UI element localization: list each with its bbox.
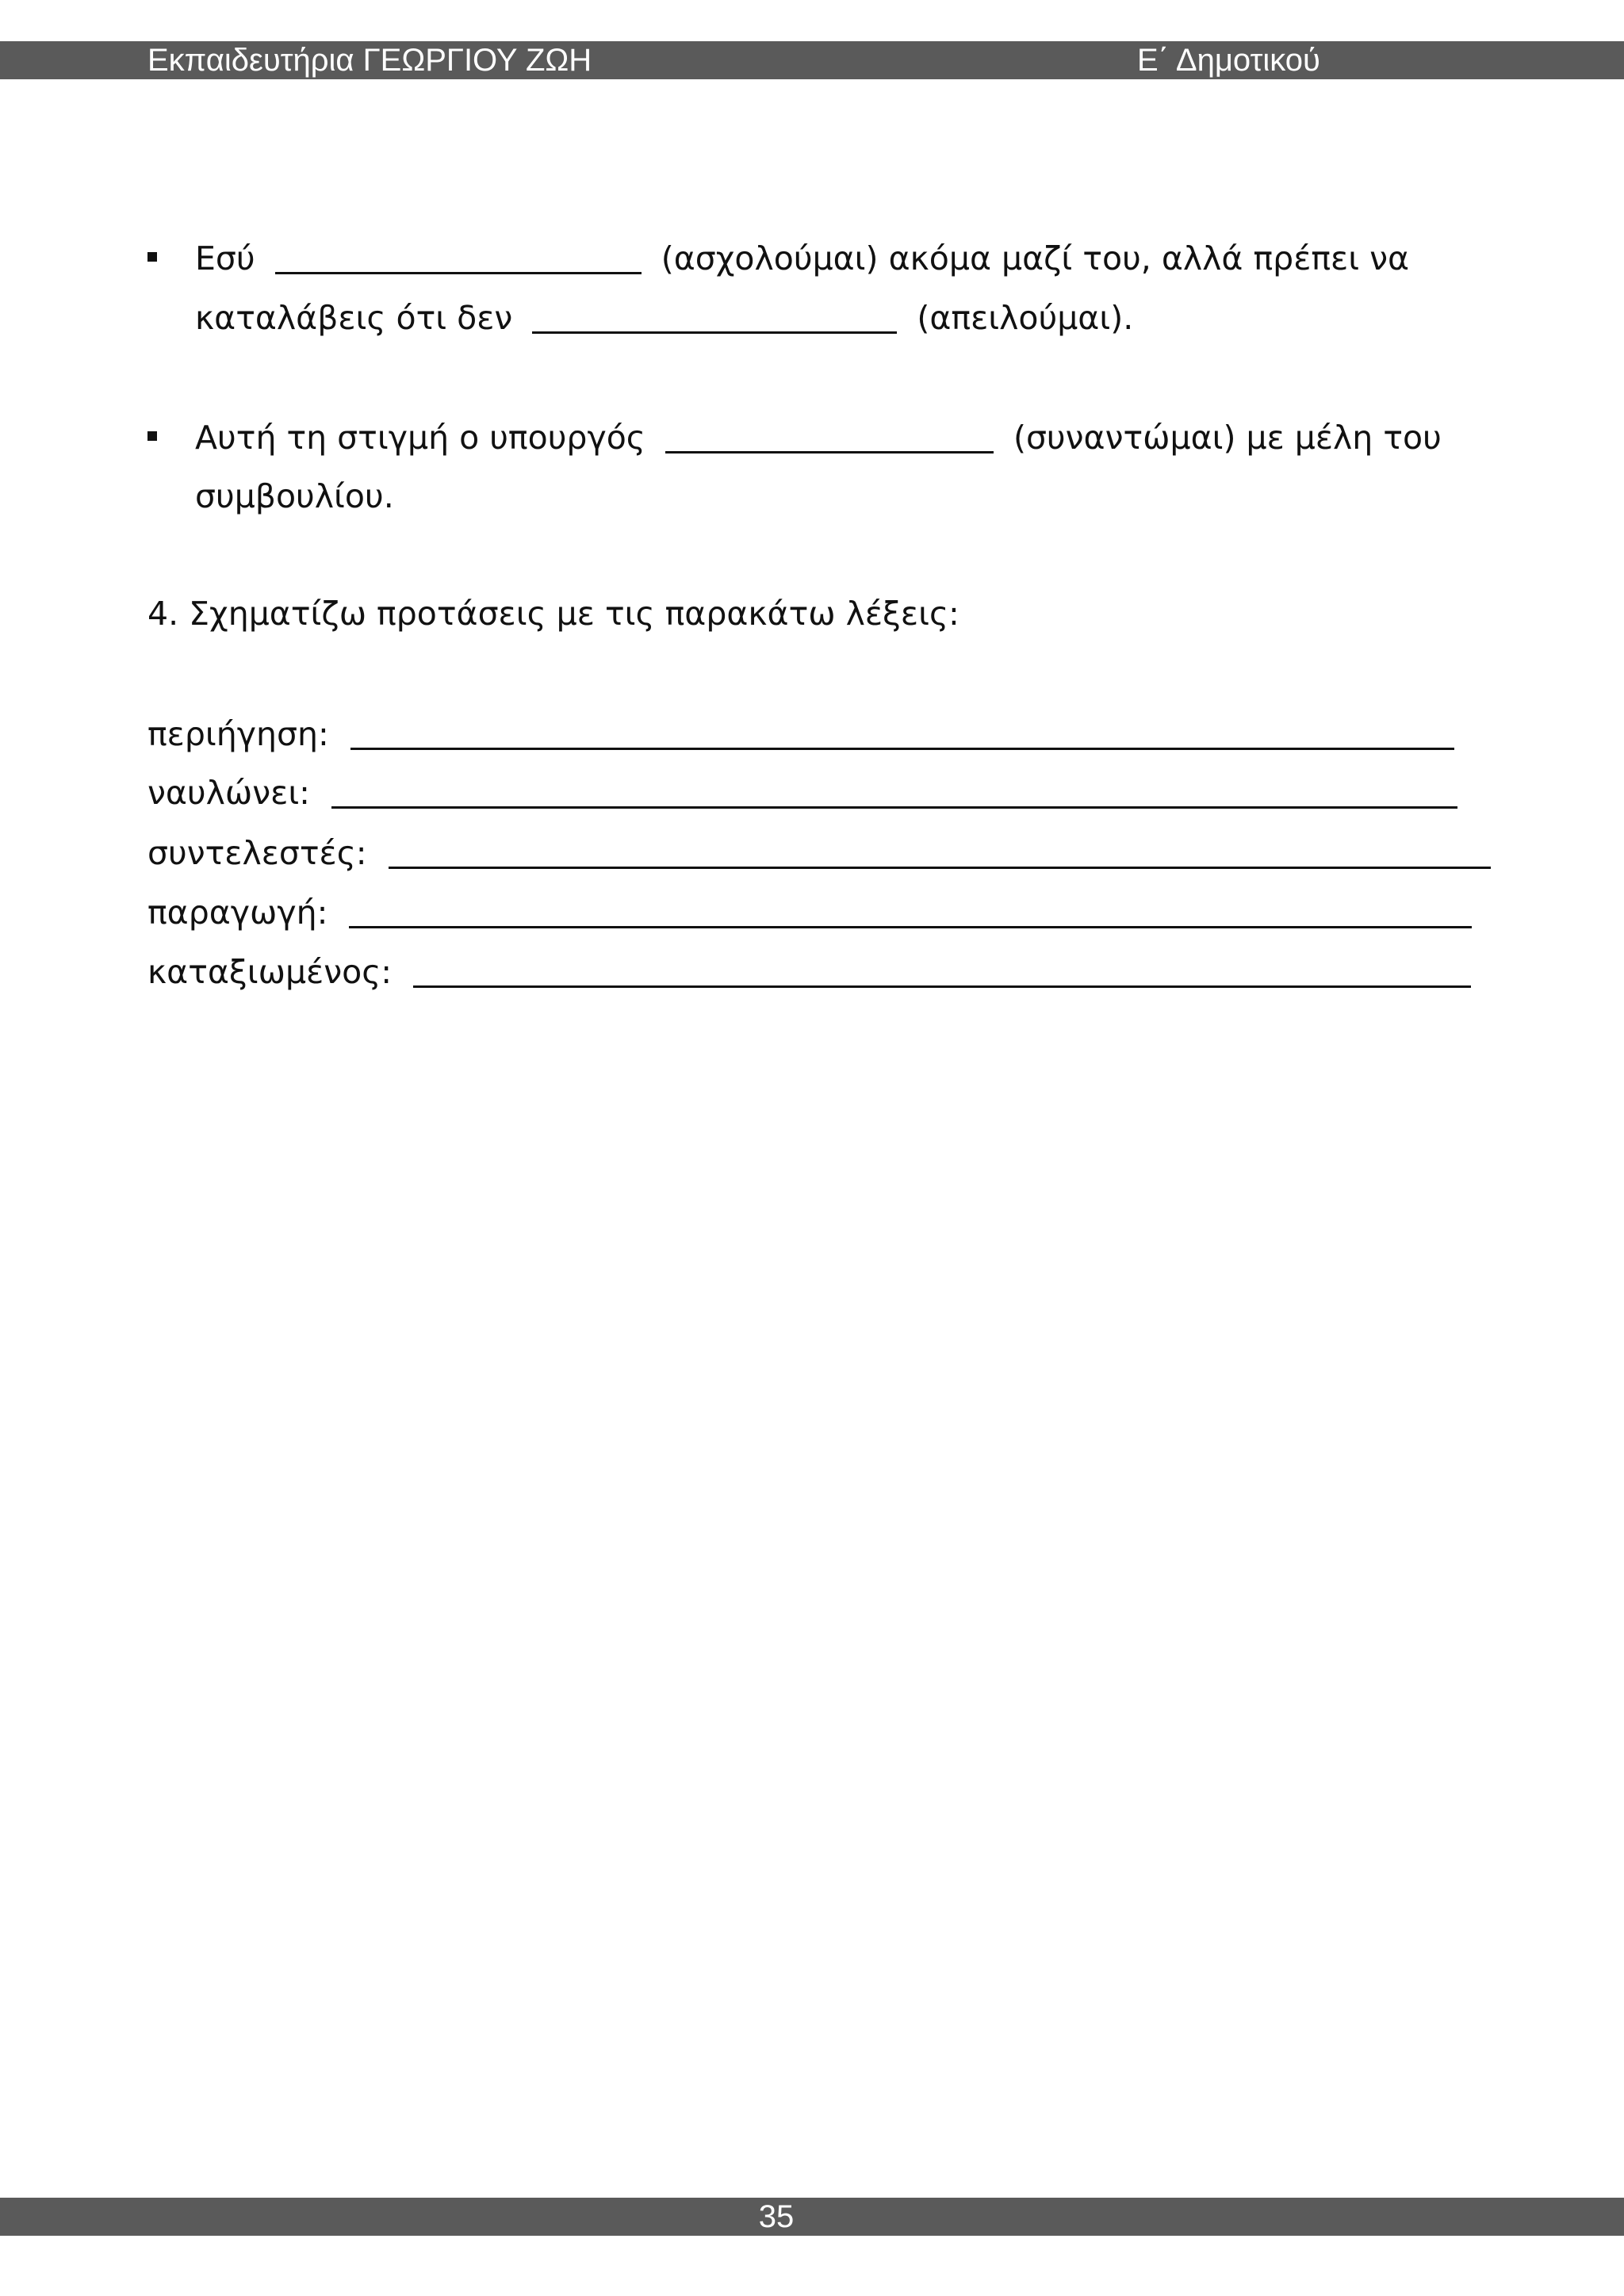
word-row [147, 769, 1457, 817]
word-row [147, 829, 1491, 877]
bullet-1-line2-after: (απειλούμαι). [917, 299, 1134, 337]
sentence-blank[interactable] [349, 891, 1472, 928]
school-name: Εκπαιδευτήρια ΓΕΩΡΓΙΟΥ ΖΩΗ [147, 43, 592, 78]
bullet-1-text-before: Εσύ [195, 239, 255, 277]
grade-label: Ε΄ Δημοτικού [1137, 43, 1320, 78]
bullet-1-line-2 [195, 294, 1133, 342]
page-footer [0, 2198, 1624, 2236]
answer-blank[interactable] [532, 297, 897, 334]
bullet-marker [147, 252, 157, 262]
bullet-2-line2-text: συμβουλίου. [195, 477, 394, 515]
bullet-1-text-after: (ασχολούμαι) ακόμα μαζί του, αλλά πρέπει να [661, 239, 1410, 277]
bullet-1-line2-before: καταλάβεις ότι δεν [195, 299, 513, 337]
word-label: συντελεστές: [147, 834, 367, 872]
sentence-blank[interactable] [389, 832, 1491, 869]
word-row [147, 710, 1454, 758]
word-label: ναυλώνει: [147, 774, 310, 812]
bullet-marker [147, 431, 157, 441]
page-header [0, 41, 1624, 79]
word-label: περιήγηση: [147, 715, 329, 753]
sentence-blank[interactable] [413, 951, 1471, 988]
bullet-1-line-1 [195, 235, 1409, 282]
bullet-2-line-2 [195, 473, 394, 520]
word-label: παραγωγή: [147, 894, 328, 932]
exercise-title: 4. Σχηματίζω προτάσεις με τις παρακάτω λέξεις: [147, 595, 959, 633]
bullet-2-text-before: Αυτή τη στιγμή ο υπουργός [195, 419, 645, 457]
sentence-blank[interactable] [331, 771, 1457, 809]
page-number: 35 [758, 2199, 795, 2234]
answer-blank[interactable] [665, 416, 994, 453]
answer-blank[interactable] [275, 237, 642, 274]
word-label: καταξιωμένος: [147, 953, 393, 991]
bullet-2-line-1 [195, 414, 1442, 461]
sentence-blank[interactable] [350, 713, 1454, 750]
word-row [147, 948, 1471, 996]
word-row [147, 889, 1472, 936]
bullet-2-text-after: (συναντώμαι) με μέλη του [1013, 419, 1442, 457]
